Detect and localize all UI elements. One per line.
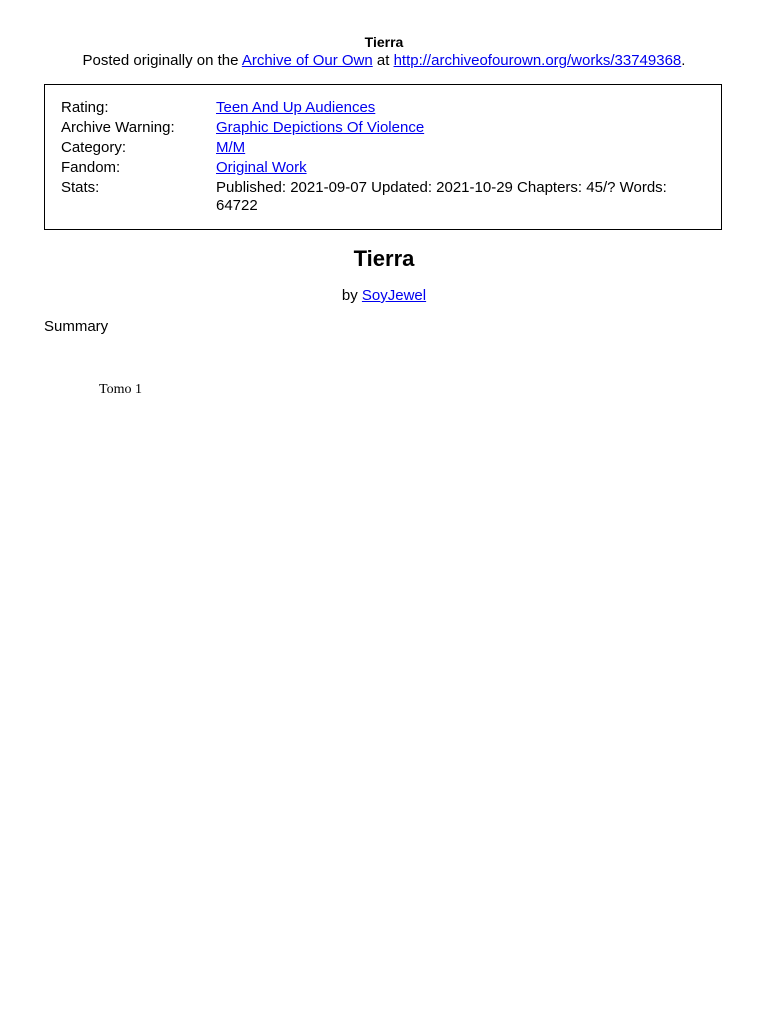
byline [0,287,768,305]
archive-link[interactable]: Archive of Our Own [241,52,373,69]
work-title: Tierra [353,246,415,271]
summary-heading: Summary [44,318,109,335]
at-text: at [376,52,390,69]
stats-label: Stats: [61,179,100,196]
category-link[interactable]: M/M [216,139,246,156]
fandom-link[interactable]: Original Work [216,159,307,176]
posted-prefix-text: Posted originally on the [82,52,239,69]
author-link[interactable]: SoyJewel [361,287,427,304]
work-url-link[interactable]: http://archiveofourown.org/works/33749368 [393,52,682,69]
by-text: by [341,287,358,304]
archive-warning-label: Archive Warning: [61,119,175,136]
fandom-label: Fandom: [61,159,121,176]
summary-text: Tomo 1 [99,382,142,397]
rating-link[interactable]: Teen And Up Audiences [216,99,376,116]
stats-value: Published: 2021-09-07 Updated: 2021-10-29 Chapters: 45/? Words: 64722 [216,179,667,214]
rating-label: Rating: [61,99,109,116]
posted-originally-line [0,52,768,70]
archive-warning-link[interactable]: Graphic Depictions Of Violence [216,119,425,136]
category-label: Category: [61,139,127,156]
document-header-title: Tierra [364,34,404,50]
work-metadata-box [44,84,722,230]
period-text: . [681,52,686,69]
